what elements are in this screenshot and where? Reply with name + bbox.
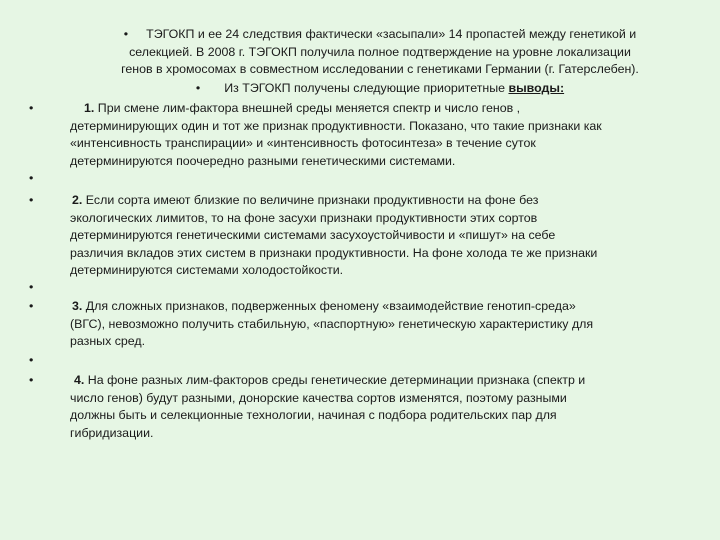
conclusion-line: «интенсивность транспирации» и «интенсивность фотосинтеза» в течение суток bbox=[70, 136, 536, 150]
heading-emphasis: выводы: bbox=[508, 81, 565, 95]
conclusion-line: разных сред. bbox=[70, 334, 146, 348]
intro-line: генов в хромосомах в совместном исследовании с генетиками Германии (г. Гатерслебен). bbox=[121, 62, 639, 76]
conclusions-heading bbox=[64, 80, 696, 98]
conclusion-line: детерминируются поочередно разными генетическими системами. bbox=[70, 153, 456, 168]
bullet-marker: • bbox=[29, 280, 34, 294]
conclusion-line: На фоне разных лим-факторов среды генетические детерминации признака (спектр и bbox=[84, 373, 586, 387]
conclusion-line: детерминируются системами холодостойкости. bbox=[70, 263, 344, 277]
conclusion-number: 2. bbox=[72, 193, 83, 207]
bullet-marker: • bbox=[29, 299, 34, 313]
conclusion-number: 4. bbox=[74, 373, 85, 387]
conclusion-line: При смене лим-фактора внешней среды меняется спектр и число генов , bbox=[94, 101, 521, 115]
intro-paragraph bbox=[64, 26, 696, 79]
intro-line: ТЭГОКП и ее 24 следствия фактически «засыпали» 14 пропастей между генетикой и bbox=[146, 27, 637, 41]
heading-text: Из ТЭГОКП получены следующие приоритетные bbox=[224, 81, 509, 95]
conclusion-line: Если сорта имеют близкие по величине признаки продуктивности на фоне без bbox=[82, 193, 539, 207]
intro-line: селекцией. В 2008 г. ТЭГОКП получила полное подтверждение на уровне локализации bbox=[129, 44, 631, 59]
conclusion-line: различия вкладов этих систем в признаки продуктивности. На фоне холода те же признаки bbox=[70, 245, 598, 260]
bullet-marker: • bbox=[29, 101, 34, 115]
conclusion-line: Для сложных признаков, подверженных феномену «взаимодействие генотип-среда» bbox=[82, 299, 576, 313]
bullet-marker: • bbox=[195, 81, 201, 95]
bullet-marker: • bbox=[29, 373, 34, 387]
conclusion-line: детерминируются генетическими системами засухоустойчивости и «пишут» на себе bbox=[70, 228, 556, 242]
conclusion-line: число генов) будут разными, донорские качества сортов изменятся, поэтому разными bbox=[70, 390, 567, 405]
conclusion-line: должны быть и селекционные технологии, начиная с подбора родительских пар для bbox=[70, 408, 557, 422]
conclusion-line: детерминирующих один и тот же признак продуктивности. Показано, что такие признаки как bbox=[70, 118, 602, 133]
bullet-marker: • bbox=[29, 193, 34, 207]
conclusion-line: (ВГС), невозможно получить стабильную, «паспортную» генетическую характеристику для bbox=[70, 316, 594, 331]
conclusion-line: экологических лимитов, то на фоне засухи признаки продуктивности этих сортов bbox=[70, 210, 538, 225]
conclusion-line: гибридизации. bbox=[70, 425, 154, 440]
conclusion-number: 1. bbox=[84, 101, 95, 115]
bullet-marker: • bbox=[29, 171, 34, 185]
bullet-marker: • bbox=[29, 353, 34, 367]
conclusion-number: 3. bbox=[72, 299, 83, 313]
bullet-marker: • bbox=[123, 27, 129, 41]
